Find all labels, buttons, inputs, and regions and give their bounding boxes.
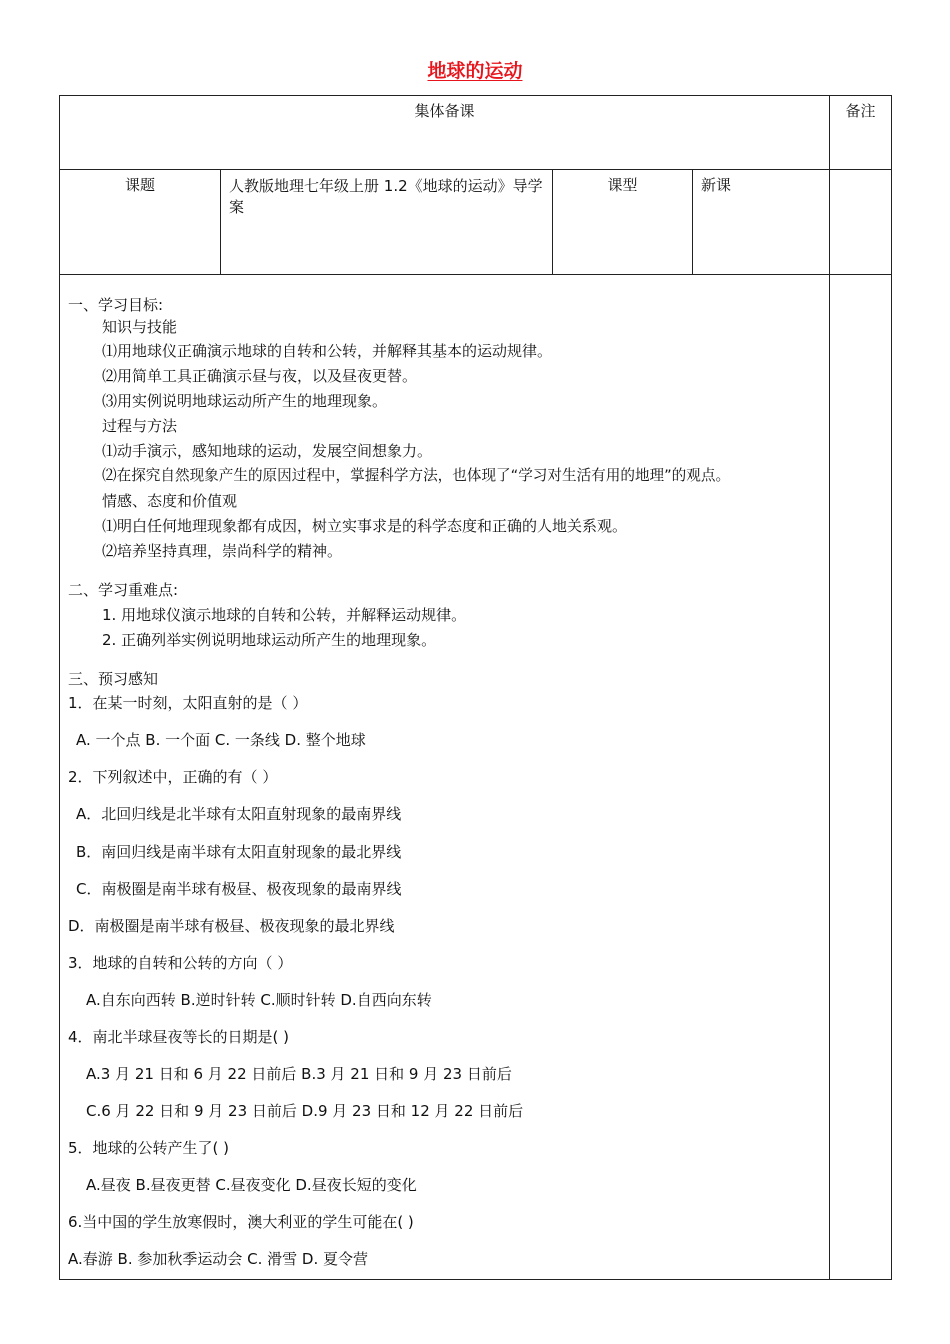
question-1-stem: 1．在某一时刻，太阳直射的是（ ） — [68, 694, 308, 712]
question-3-options: A.自东向西转 B.逆时针转 C.顺时针转 D.自西向东转 — [86, 991, 432, 1009]
process-item-2: ⑵在探究自然现象产生的原因过程中，掌握科学方法，也体现了“学习对生活有用的地理”的观点。 — [102, 467, 731, 484]
body-row — [60, 275, 892, 1280]
page-title: 地球的运动 — [427, 60, 523, 82]
question-4-stem: 4．南北半球昼夜等长的日期是( ) — [68, 1028, 290, 1046]
emotion-item-2: ⑵培养坚持真理，崇尚科学的精神。 — [102, 542, 343, 560]
question-6-options: A.春游 B. 参加秋季运动会 C. 滑雪 D. 夏令营 — [68, 1250, 368, 1268]
question-4-options-2: C.6 月 22 日和 9 月 23 日前后 D.9 月 23 日和 12 月 22 日前后 — [86, 1102, 524, 1120]
type-value: 新课 — [693, 170, 830, 275]
question-2-option-b: B．南回归线是南半球有太阳直射现象的最北界线 — [76, 843, 402, 861]
knowledge-item-2: ⑵用简单工具正确演示昼与夜，以及昼夜更替。 — [102, 367, 418, 385]
subject-value: 人教版地理七年级上册 1.2《地球的运动》导学案 — [221, 170, 553, 275]
question-3-stem: 3．地球的自转和公转的方向（ ） — [68, 954, 293, 972]
notes-label: 备注 — [830, 96, 892, 170]
process-item-1: ⑴动手演示，感知地球的运动，发展空间想象力。 — [102, 442, 433, 460]
question-2-stem: 2．下列叙述中，正确的有（ ） — [68, 768, 278, 786]
question-2-option-d: D．南极圈是南半球有极昼、极夜现象的最北界线 — [68, 917, 395, 935]
focus-item-1: 1. 用地球仪演示地球的自转和公转，并解释运动规律。 — [102, 606, 467, 624]
section1-heading: 一、学习目标: — [68, 296, 164, 314]
type-label: 课型 — [553, 170, 693, 275]
knowledge-heading: 知识与技能 — [102, 318, 178, 336]
question-5-options: A.昼夜 B.昼夜更替 C.昼夜变化 D.昼夜长短的变化 — [86, 1176, 417, 1194]
subject-row — [60, 170, 892, 275]
knowledge-item-3: ⑶用实例说明地球运动所产生的地理现象。 — [102, 392, 388, 410]
question-5-stem: 5．地球的公转产生了( ) — [68, 1139, 230, 1157]
question-1-options: A. 一个点 B. 一个面 C. 一条线 D. 整个地球 — [76, 731, 366, 749]
section3-heading: 三、预习感知 — [68, 670, 159, 688]
question-2-option-a: A．北回归线是北半球有太阳直射现象的最南界线 — [76, 805, 402, 823]
notes-cell-body — [830, 275, 892, 1280]
content-cell — [60, 275, 830, 1280]
emotion-item-1: ⑴明白任何地理现象都有成因，树立实事求是的科学态度和正确的人地关系观。 — [102, 517, 628, 535]
collective-row — [60, 96, 892, 170]
section2-heading: 二、学习重难点: — [68, 581, 179, 599]
subject-label: 课题 — [60, 170, 221, 275]
process-heading: 过程与方法 — [102, 417, 178, 435]
question-2-option-c: C．南极圈是南半球有极昼、极夜现象的最南界线 — [76, 880, 402, 898]
question-4-options-1: A.3 月 21 日和 6 月 22 日前后 B.3 月 21 日和 9 月 23 日前后 — [86, 1065, 512, 1083]
focus-item-2: 2. 正确列举实例说明地球运动所产生的地理现象。 — [102, 631, 437, 649]
emotion-heading: 情感、态度和价值观 — [102, 492, 238, 510]
lesson-plan-table — [59, 95, 892, 1280]
collective-label: 集体备课 — [60, 96, 830, 170]
knowledge-item-1: ⑴用地球仪正确演示地球的自转和公转，并解释其基本的运动规律。 — [102, 342, 553, 360]
notes-cell-subject — [830, 170, 892, 275]
question-6-stem: 6.当中国的学生放寒假时，澳大利亚的学生可能在( ) — [68, 1213, 414, 1231]
